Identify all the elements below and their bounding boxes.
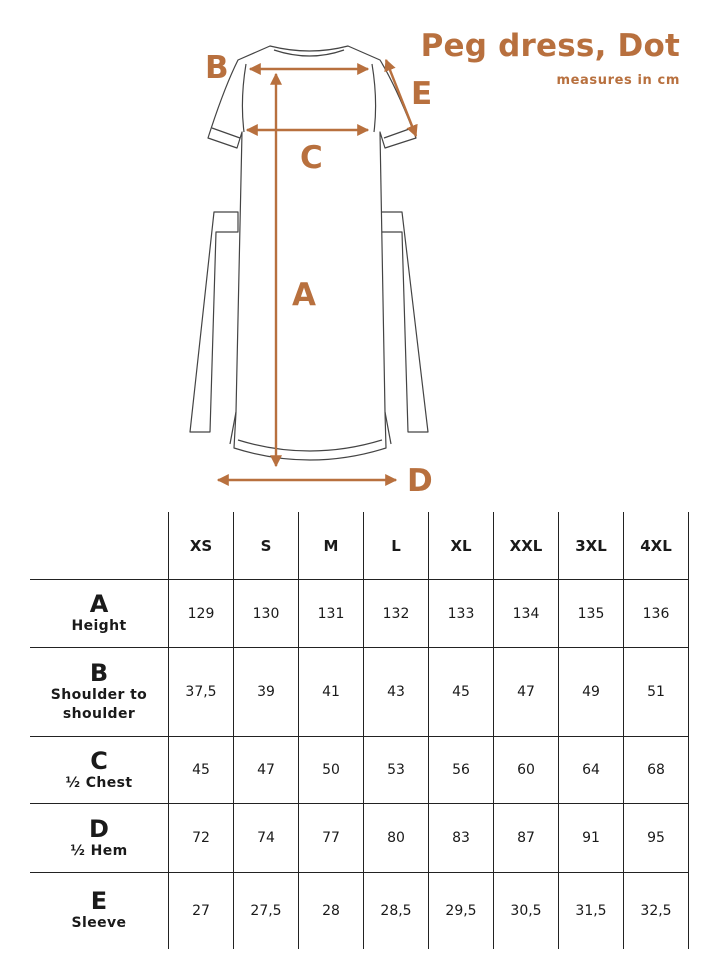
table-cell: 80 (364, 804, 429, 873)
table-cell: 134 (494, 580, 559, 648)
table-cell: 56 (429, 737, 494, 804)
row-name: ½ Chest (65, 774, 133, 791)
table-cell: 87 (494, 804, 559, 873)
table-cell: 49 (559, 648, 624, 737)
label-b: B (205, 50, 229, 86)
row-name: Height (71, 618, 127, 634)
table-cell: 135 (559, 580, 624, 648)
size-header: M (299, 512, 364, 580)
table-cell: 50 (299, 737, 364, 804)
size-table (30, 512, 689, 949)
left-tie (190, 212, 238, 432)
table-cell: 41 (299, 648, 364, 737)
table-cell: 29,5 (429, 873, 494, 949)
size-header: L (364, 512, 429, 580)
table-cell: 45 (169, 737, 234, 804)
row-name: Sleeve (71, 915, 127, 932)
row-code: B (89, 659, 109, 687)
size-header: 4XL (624, 512, 689, 580)
table-cell: 74 (234, 804, 299, 873)
size-header: XXL (494, 512, 559, 580)
label-e: E (411, 76, 433, 112)
table-cell: 83 (429, 804, 494, 873)
table-cell: 72 (169, 804, 234, 873)
table-cell: 131 (299, 580, 364, 648)
table-cell: 47 (234, 737, 299, 804)
table-cell: 91 (559, 804, 624, 873)
label-a: A (292, 277, 316, 313)
row-label (30, 648, 169, 737)
table-cell: 39 (234, 648, 299, 737)
row-label (30, 737, 169, 804)
table-cell: 51 (624, 648, 689, 737)
size-header: 3XL (559, 512, 624, 580)
table-cell: 27,5 (234, 873, 299, 949)
size-header-row (30, 512, 689, 580)
table-corner (30, 512, 169, 580)
table-cell: 130 (234, 580, 299, 648)
table-row (30, 648, 689, 737)
table-cell: 136 (624, 580, 689, 648)
right-tie (380, 212, 428, 432)
label-c: C (300, 140, 323, 176)
row-code: C (90, 746, 108, 775)
table-cell: 133 (429, 580, 494, 648)
size-header: XS (169, 512, 234, 580)
table-cell: 28 (299, 873, 364, 949)
dress-body (208, 46, 416, 460)
table-cell: 77 (299, 804, 364, 873)
table-cell: 31,5 (559, 873, 624, 949)
table-row (30, 873, 689, 949)
dress-outline (190, 46, 428, 460)
table-cell: 43 (364, 648, 429, 737)
row-name: Shoulder to shoulder (50, 687, 148, 722)
table-cell: 132 (364, 580, 429, 648)
row-code: D (89, 814, 109, 843)
size-header: S (234, 512, 299, 580)
table-cell: 45 (429, 648, 494, 737)
row-label (30, 873, 169, 949)
table-cell: 95 (624, 804, 689, 873)
table-cell: 64 (559, 737, 624, 804)
table-cell: 30,5 (494, 873, 559, 949)
table-row (30, 804, 689, 873)
row-code: A (89, 590, 109, 618)
table-cell: 60 (494, 737, 559, 804)
table-cell: 53 (364, 737, 429, 804)
row-name: ½ Hem (70, 842, 128, 859)
row-code: E (90, 887, 108, 916)
table-cell: 28,5 (364, 873, 429, 949)
row-label (30, 580, 169, 648)
table-row (30, 737, 689, 804)
page-title: Peg dress, Dot (420, 28, 680, 64)
row-label (30, 804, 169, 873)
size-header: XL (429, 512, 494, 580)
table-cell: 32,5 (624, 873, 689, 949)
label-d: D (407, 463, 433, 499)
table-row (30, 580, 689, 648)
table-cell: 129 (169, 580, 234, 648)
table-cell: 68 (624, 737, 689, 804)
table-cell: 27 (169, 873, 234, 949)
page-subtitle: measures in cm (556, 73, 680, 88)
table-cell: 47 (494, 648, 559, 737)
table-cell: 37,5 (169, 648, 234, 737)
